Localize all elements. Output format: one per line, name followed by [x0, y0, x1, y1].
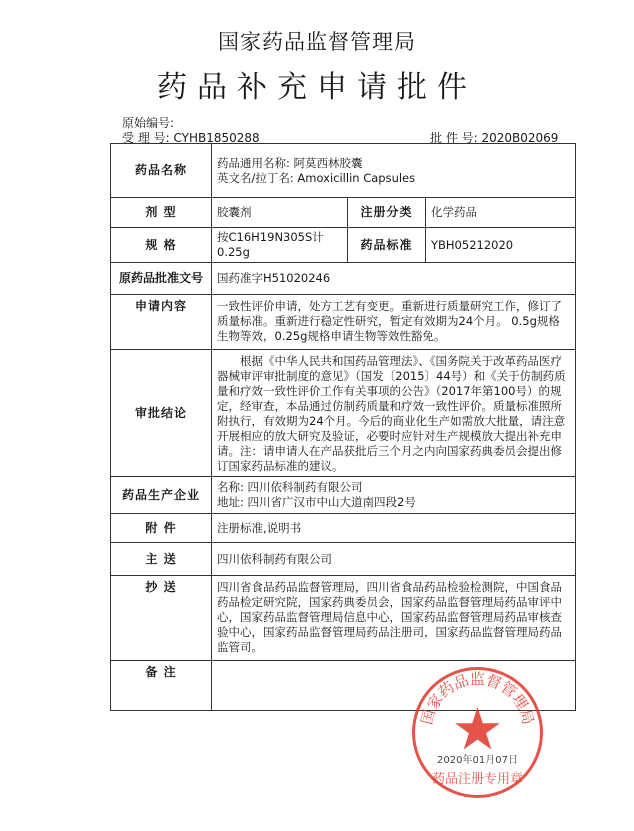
application-value: 一致性评价申请，处方工艺有变更。重新进行质量研究工作，修订了质量标准。重新进行稳定性研究，暂定有效期为24个月。 0.5g规格生物等效，0.25g规格申请生物等效性豁免。 — [212, 295, 576, 350]
conclusion-label: 审批结论 — [111, 350, 212, 477]
registration-class-label: 注册分类 — [348, 198, 426, 228]
document-title: 药品补充申请批件 — [157, 70, 477, 105]
row-attachment — [111, 514, 576, 543]
attachment-value: 注册标准,说明书 — [212, 514, 576, 543]
manufacturer-address: 地址: 四川省广汉市中山大道南四段2号 — [217, 495, 416, 509]
manufacturer-cell — [212, 477, 576, 514]
acceptance-number: 受 理 号: CYHB1850288 — [122, 131, 260, 145]
row-original-approval — [111, 263, 576, 295]
drug-name-label: 药品名称 — [111, 144, 212, 198]
drug-common-name: 药品通用名称: 阿莫西林胶囊 — [217, 155, 363, 170]
spec-value: 按C16H19N305S计0.25g — [212, 228, 348, 263]
row-conclusion — [111, 350, 576, 477]
dosage-value: 胶囊剂 — [212, 198, 348, 228]
row-spec — [111, 228, 576, 263]
drug-name-cell — [212, 144, 576, 198]
spec-label: 规 格 — [111, 228, 212, 263]
original-approval-value: 国药准字H51020246 — [212, 263, 576, 295]
seal-arc-text: 国家药品监督管理局 — [417, 670, 538, 727]
row-manufacturer — [111, 477, 576, 514]
approval-table — [110, 143, 576, 711]
application-label: 申请内容 — [111, 295, 212, 350]
dosage-label: 剂 型 — [111, 198, 212, 228]
official-seal — [410, 665, 545, 800]
row-cc — [111, 576, 576, 661]
manufacturer-label: 药品生产企业 — [111, 477, 212, 514]
seal-footer: 药品注册专用章 — [431, 772, 524, 787]
attachment-label: 附 件 — [111, 514, 212, 543]
standard-label: 药品标准 — [348, 228, 426, 263]
conclusion-value: 根据《中华人民共和国药品管理法》、《国务院关于改革药品医疗器械审评审批制度的意见》（国发〔2015〕44号）和《关于仿制药质量和疗效一致性评价工作有关事项的公告》（2017年第100号）的规定，经审查，本品通过仿制药质量和疗效一致性评价。质量标准照所附执行，有效期为24个月。今后的商业化生产如需放大批量，请注意开展相应的放大研究及验证，必要时应针对生产规模放大提出补充申请。注：请申请人在产品获批后三个月之内向国家药典委员会提出修订国家药品标准的建议。 — [212, 350, 576, 477]
cc-value: 四川省食品药品监督管理局，四川省食品药品检验检测院，中国食品药品检定研究院，国家药典委员会，国家药品监督管理局药品审评中心，国家药品监督管理局信息中心，国家药品监督管理局药品审核查验中心，国家药品监督管理局药品注册司，国家药品监督管理局药品监管司。 — [212, 576, 576, 661]
drug-english-name: 英文名/拉丁名: Amoxicillin Capsules — [217, 170, 416, 185]
seal-star-icon — [455, 707, 500, 750]
manufacturer-name: 名称: 四川依科制药有限公司 — [217, 480, 363, 494]
agency-name: 国家药品监督管理局 — [218, 30, 416, 54]
remarks-label: 备 注 — [111, 661, 212, 711]
registration-class-value: 化学药品 — [426, 198, 576, 228]
original-number: 原始编号: — [122, 116, 175, 130]
cc-label: 抄 送 — [111, 576, 212, 661]
row-dosage — [111, 198, 576, 228]
send-to-label: 主 送 — [111, 543, 212, 576]
original-approval-label: 原药品批准文号 — [111, 263, 212, 295]
send-to-value: 四川依科制药有限公司 — [212, 543, 576, 576]
row-application — [111, 295, 576, 350]
approval-number: 批 件 号: 2020B02069 — [430, 131, 559, 145]
row-send-to — [111, 543, 576, 576]
seal-date: 2020年01月07日 — [437, 755, 518, 766]
row-drug-name — [111, 144, 576, 198]
standard-value: YBH05212020 — [426, 228, 576, 263]
